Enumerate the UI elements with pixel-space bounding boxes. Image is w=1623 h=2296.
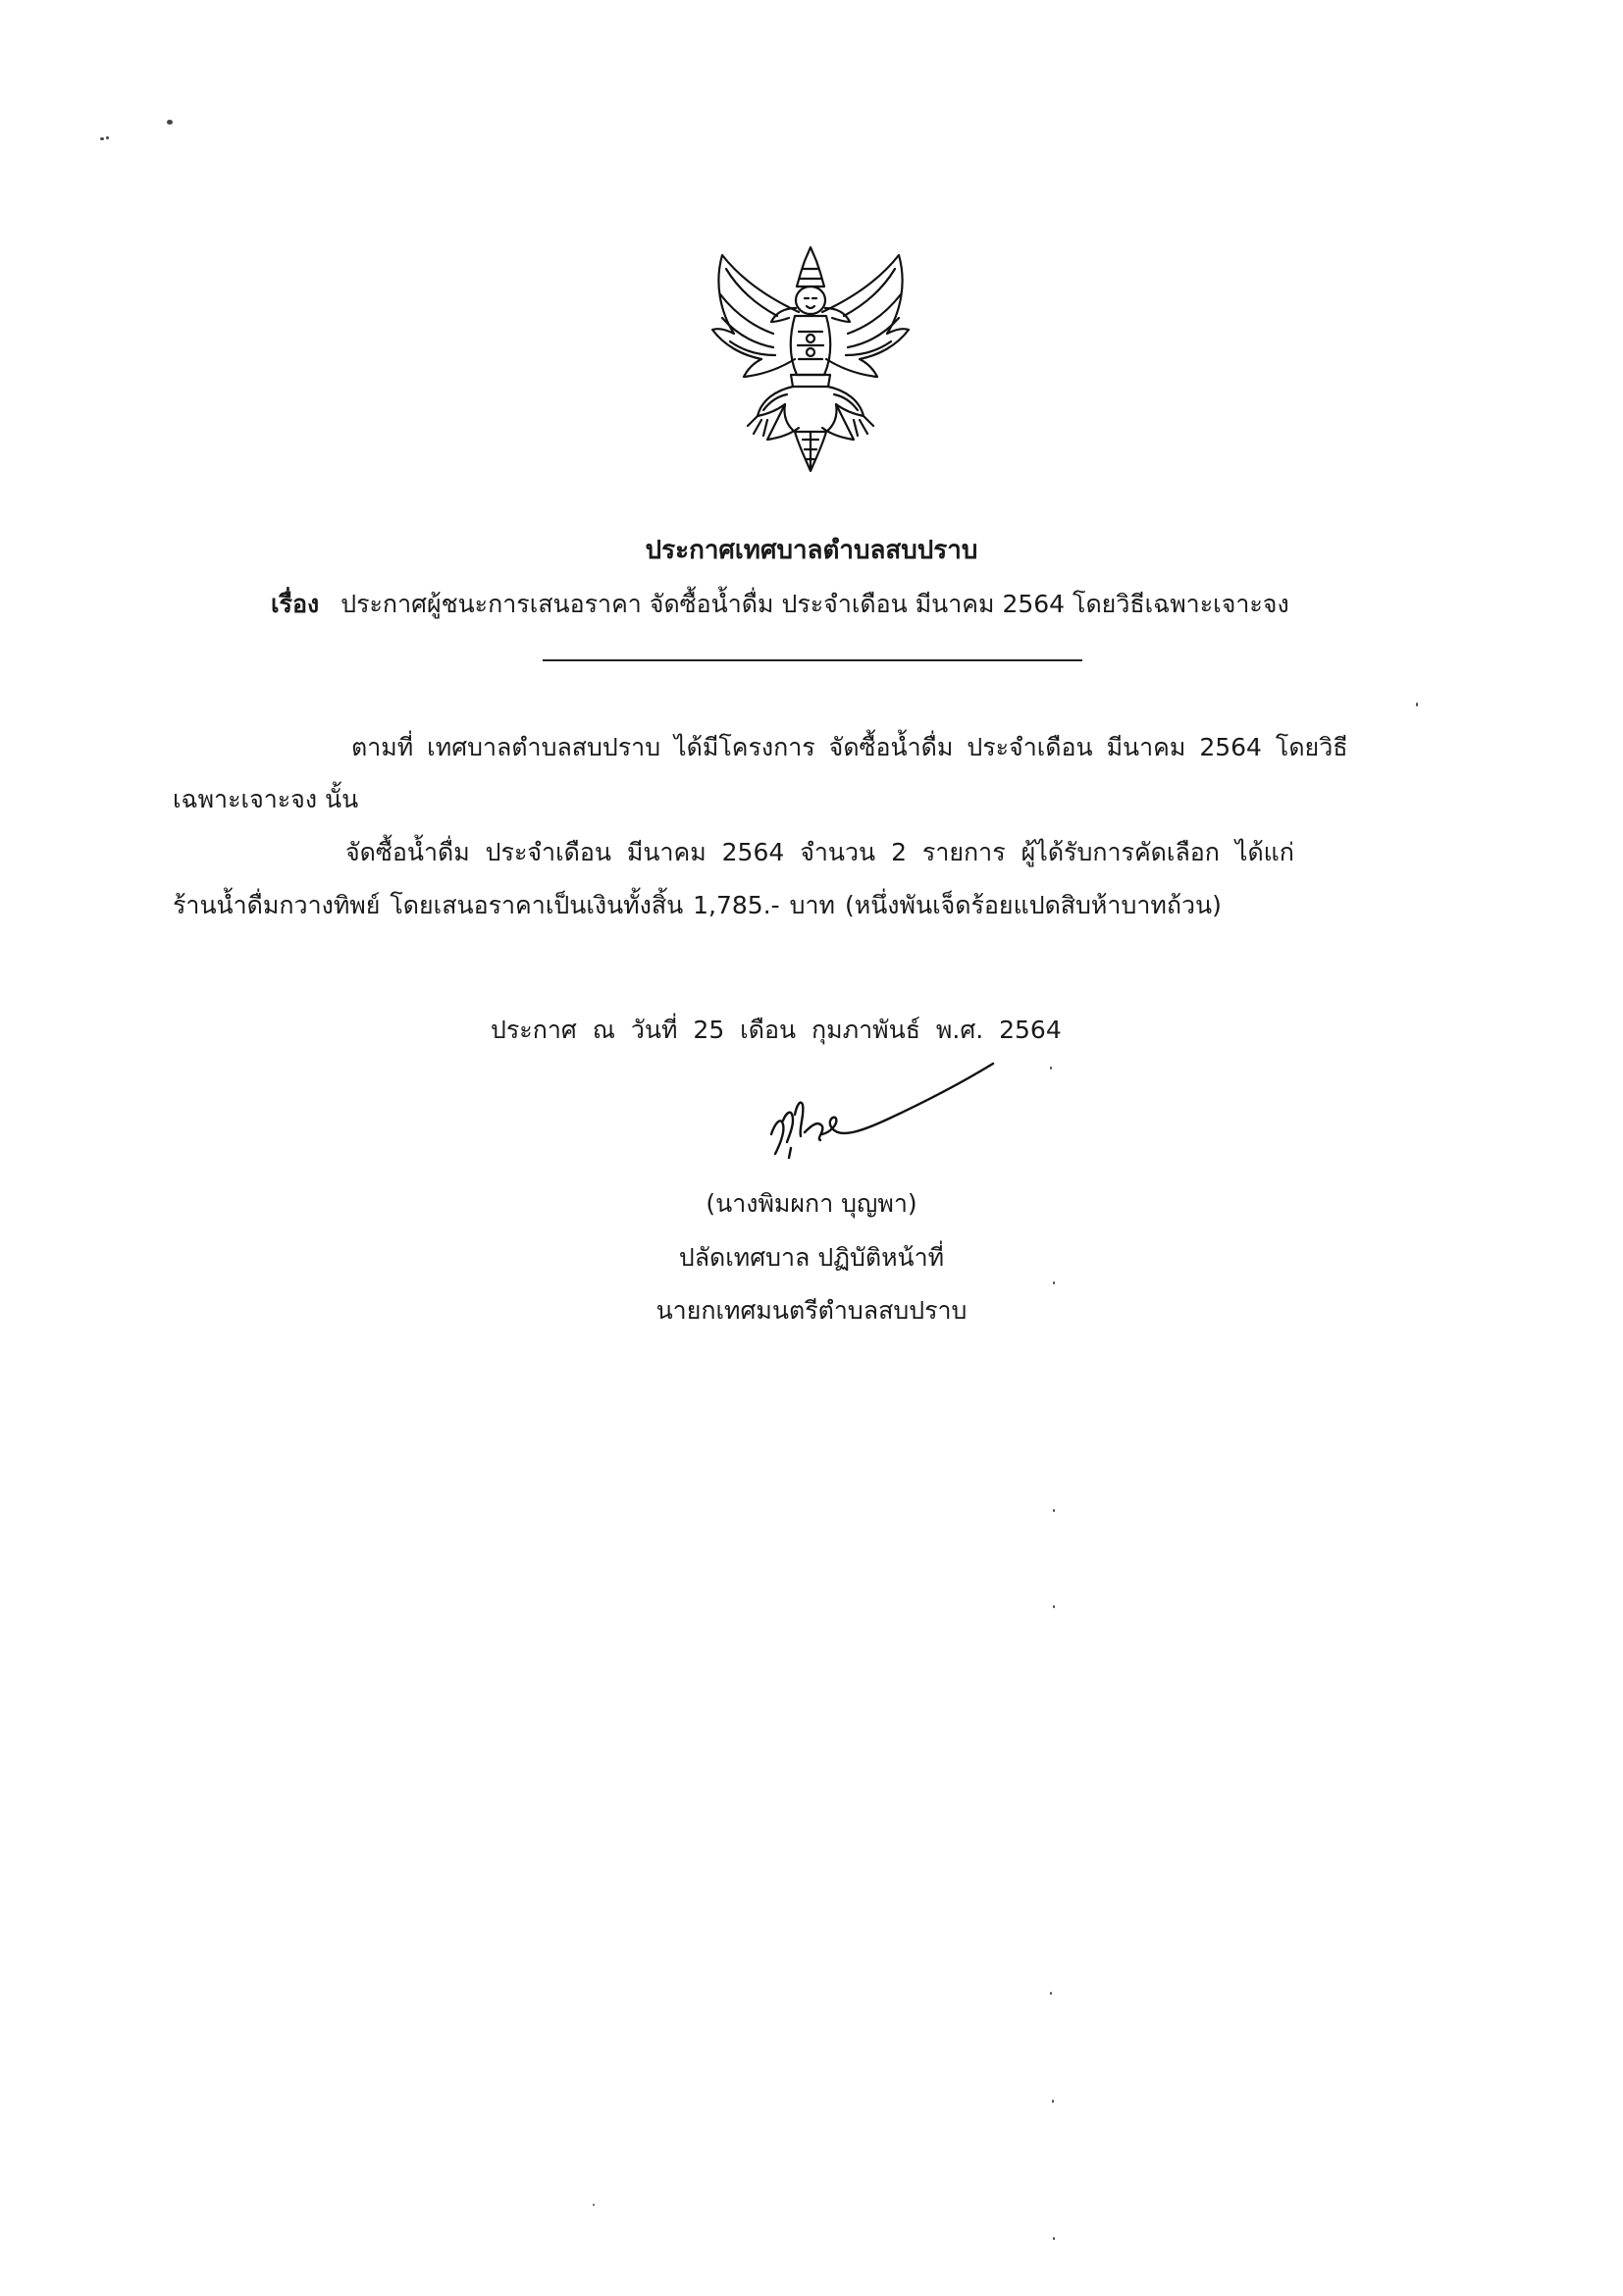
announcement-date: ประกาศ ณ วันที่ 25 เดือน กุมภาพันธ์ พ.ศ. 2564	[491, 1016, 1062, 1044]
subject-text: ประกาศผู้ชนะการเสนอราคา จัดซื้อน้ำดื่ม ประจำเดือน มีนาคม 2564 โดยวิธีเฉพาะเจาะจง	[340, 590, 1289, 618]
signatory-position-1: ปลัดเทศบาล ปฏิบัติหน้าที่	[678, 1243, 945, 1272]
scan-speck	[1053, 1605, 1055, 1608]
paragraph-2-line-2: ร้านน้ำดื่มกวางทิพย์ โดยเสนอราคาเป็นเงินทั้งสิ้น 1,785.- บาท (หนึ่งพันเจ็ดร้อยแปดสิบห้าบาทถ้วน)	[173, 891, 1222, 919]
signatory-name: (นางพิมผกา บุญพา)	[706, 1189, 917, 1218]
scan-speck	[1053, 2237, 1055, 2240]
scan-speck	[1053, 1281, 1055, 1284]
scan-speck	[1050, 1992, 1052, 1995]
paragraph-1-line-2: เฉพาะเจาะจง นั้น	[173, 785, 359, 813]
scan-speck	[1053, 1509, 1055, 1512]
document-subject	[271, 585, 1289, 624]
subject-label: เรื่อง	[271, 590, 320, 618]
garuda-emblem-icon	[705, 243, 916, 477]
scan-speck	[593, 2204, 595, 2206]
scan-speck	[1050, 1067, 1052, 1070]
scan-speck	[1052, 2100, 1054, 2103]
document-title: ประกาศเทศบาลตำบลสบปราบ	[645, 536, 978, 565]
scan-speck	[1416, 703, 1418, 706]
paragraph-1-line-1: ตามที่ เทศบาลตำบลสบปราบ ได้มีโครงการ จัดซื้อน้ำดื่ม ประจำเดือน มีนาคม 2564 โดยวิธี	[351, 733, 1348, 761]
handwritten-signature	[761, 1056, 997, 1164]
scan-speck	[167, 120, 173, 125]
title-divider	[543, 659, 1082, 661]
paragraph-2-line-1: จัดซื้อน้ำดื่ม ประจำเดือน มีนาคม 2564 จำนวน 2 รายการ ผู้ได้รับการคัดเลือก ได้แก่	[345, 838, 1294, 866]
signatory-position-2: นายกเทศมนตรีตำบลสบปราบ	[655, 1296, 968, 1325]
scan-speck	[106, 136, 109, 139]
scan-speck	[100, 137, 104, 140]
